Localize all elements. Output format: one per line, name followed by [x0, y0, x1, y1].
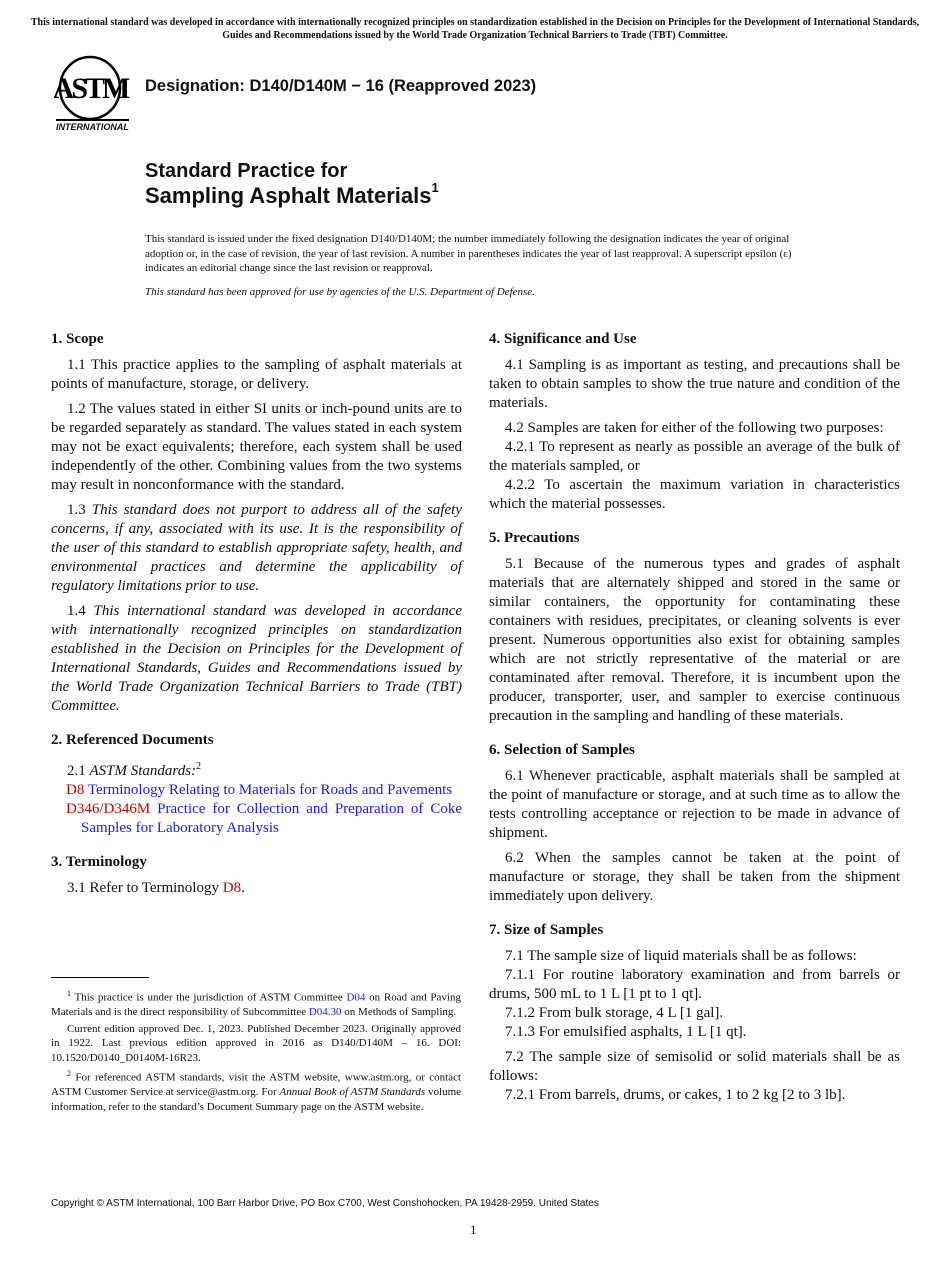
paragraph: 6.1 Whenever practicable, asphalt materials shall be sampled at the point of manufacture or storage, and at such time as to allow the tests controlling acceptance or rejection to be made in advance of shipment.: [489, 768, 900, 841]
paragraph: [51, 501, 462, 596]
reference-code-link[interactable]: D8: [66, 782, 85, 798]
paragraph: 7.1.1 For routine laboratory examination and from barrels or drums, 500 mL to 1 L [1 pt to 1 qt].: [489, 967, 900, 1002]
footnote-text: on Road and Paving Materials and is the direct responsibility of Subcommittee: [51, 991, 461, 1019]
paragraph: 7.1.2 From bulk storage, 4 L [1 gal].: [505, 1005, 724, 1021]
footnote-1: [51, 987, 461, 1020]
astm-logo: [54, 54, 134, 132]
paragraph: 1.1 This practice applies to the sampling of asphalt materials at points of manufacture, storage, or delivery.: [51, 357, 462, 392]
subcommittee-link[interactable]: D04.30: [308, 1006, 342, 1019]
footnote-mark: 2: [196, 761, 202, 772]
para-number: 2.1: [67, 763, 86, 779]
title-text: Sampling Asphalt Materials: [145, 183, 432, 208]
section-referenced-documents: [51, 731, 462, 838]
page-number: 1: [470, 1222, 477, 1237]
footnote-text: This practice is under the jurisdiction of ASTM Committee: [74, 991, 343, 1004]
left-column: [51, 330, 462, 913]
footnote-italic: Annual Book of ASTM Standards: [279, 1086, 426, 1099]
svg-text:ASTM: ASTM: [54, 72, 128, 105]
paragraph: 7.1 The sample size of liquid materials shall be as follows:: [505, 948, 857, 964]
para-end: .: [241, 880, 245, 896]
footnote-text: volume information, refer to the standard’s Document Summary page on the ASTM website.: [51, 1086, 462, 1113]
paragraph: [51, 879, 462, 898]
d8-link[interactable]: D8: [222, 880, 242, 896]
section-heading: 5. Precautions: [489, 530, 580, 546]
right-column: [489, 330, 900, 1120]
footnote-rule: [51, 977, 149, 978]
reference-item: [51, 800, 462, 838]
section-heading: 4. Significance and Use: [489, 331, 637, 347]
safety-caveat: This standard does not purport to address all of the safety concerns, if any, associated with its use. It is the responsibility of the user of this standard to establish appropriate safety, health, and environmental practices and determine the applicability of regulatory limitations prior to use.: [51, 502, 462, 594]
section-heading: 1. Scope: [51, 331, 104, 347]
copyright: Copyright © ASTM International, 100 Barr Harbor Drive, PO Box C700, West Conshohocken, PA 19428-2959. United States: [51, 1198, 599, 1209]
footnotes: [51, 987, 461, 1116]
footnote-edition: Current edition approved Dec. 1, 2023. Published December 2023. Originally approved in 1922. Last previous edition approved in 2016 as D140/D140M – 16. DOI: 10.1520/D0140_D0140M-16R23.: [51, 1022, 461, 1064]
title-line1: Standard Practice for: [145, 160, 348, 182]
para-number: 1.3: [67, 502, 86, 518]
section-size: [489, 921, 900, 1105]
section-precautions: [489, 529, 900, 726]
para-text: 3.1 Refer to Terminology: [67, 880, 219, 896]
reference-title-link[interactable]: Terminology Relating to Materials for Roads and Pavements: [87, 782, 453, 798]
section-selection: [489, 741, 900, 906]
para-number: 1.4: [67, 603, 86, 619]
tbt-banner: This international standard was developed in accordance with internationally recognized principles on standardization established in the Decision on Principles for the Development of International Standards, Guides and Recommendations issued by the World Trade Organization Technical Barriers to Trade (TBT) Committee.: [30, 17, 920, 41]
astm-standards-label: ASTM Standards:: [89, 763, 197, 779]
title-line2: [145, 180, 439, 209]
section-heading: 7. Size of Samples: [489, 922, 604, 938]
section-heading: 6. Selection of Samples: [489, 742, 635, 758]
paragraph: 4.2.1 To represent as nearly as possible an average of the bulk of the materials sampled, or: [489, 439, 900, 474]
designation: Designation: D140/D140M − 16 (Reapproved 2023): [145, 77, 537, 95]
paragraph: 4.2.2 To ascertain the maximum variation in characteristics which the material possesses.: [489, 477, 900, 512]
footnote-mark: 1: [67, 989, 71, 998]
footnote-text: For referenced ASTM standards, visit the ASTM website, www.astm.org, or contact ASTM Customer Service at service@astm.org. For: [51, 1071, 462, 1099]
section-heading: 2. Referenced Documents: [51, 732, 214, 748]
logo-international: INTERNATIONAL: [56, 119, 129, 132]
footnote-text: on Methods of Sampling.: [344, 1006, 457, 1019]
paragraph: 4.1 Sampling is as important as testing, and precautions shall be taken to obtain samples to show the true nature and condition of the materials.: [489, 357, 900, 411]
paragraph: 1.2 The values stated in either SI units or inch-pound units are to be regarded separately as standard. The values stated in each system may not be exact equivalents; therefore, each system shall be used independently of the other. Combining values from the two systems may result in nonconformance with the standard.: [51, 401, 462, 493]
section-heading: 3. Terminology: [51, 854, 147, 870]
reference-code-link[interactable]: D346/D346M: [66, 801, 151, 817]
paragraph: 5.1 Because of the numerous types and grades of asphalt materials that are alternately shipped and stored in the same or similar containers, the opportunity for contaminating these containers with residues, precipitates, or cleaning solvents is ever present. Numerous opportunities also exist for obtaining samples which are not strictly representative of the material or are contaminated after removal. Therefore, it is incumbent upon the producer, transporter, user, and sampler to exercise continuous precaution in the sampling and handling of these materials.: [489, 556, 900, 724]
paragraph: 7.2.1 From barrels, drums, or cakes, 1 to 2 kg [2 to 3 lb].: [505, 1087, 846, 1103]
designation-notice: This standard is issued under the fixed designation D140/D140M; the number immediately following the designation indicates the year of original adoption or, in the case of revision, the year of last revision. A number in parentheses indicates the year of last reapproval. A superscript epsilon (ε) indicates an editorial change since the last revision or reapproval.: [145, 233, 792, 274]
tbt-statement: This international standard was developed in accordance with internationally recognized principles on standardization established in the Decision on Principles for the Development of International Standards, Guides and Recommendations issued by the World Trade Organization Technical Barriers to Trade (TBT) Committee.: [51, 603, 463, 714]
paragraph: [51, 757, 462, 781]
dod-notice: This standard has been approved for use by agencies of the U.S. Department of Defense.: [145, 286, 535, 298]
reference-item: [51, 781, 462, 800]
paragraph: 4.2 Samples are taken for either of the following two purposes:: [505, 420, 884, 436]
paragraph: 7.2 The sample size of semisolid or solid materials shall be as follows:: [489, 1049, 900, 1084]
section-terminology: [51, 853, 462, 898]
paragraph: 6.2 When the samples cannot be taken at the point of manufacture or storage, they shall be taken from the shipment immediately upon delivery.: [489, 850, 900, 904]
section-significance: [489, 330, 900, 514]
footnote-mark: 2: [67, 1069, 71, 1079]
paragraph: 7.1.3 For emulsified asphalts, 1 L [1 qt].: [505, 1024, 747, 1040]
reference-title-link[interactable]: Practice for Collection and Preparation of Coke Samples for Laboratory Analysis: [81, 801, 463, 836]
footnote-2: [51, 1067, 461, 1114]
paragraph: [51, 602, 462, 716]
title-footnote-mark: 1: [431, 180, 439, 195]
committee-link[interactable]: D04: [346, 991, 366, 1004]
section-scope: [51, 330, 462, 716]
